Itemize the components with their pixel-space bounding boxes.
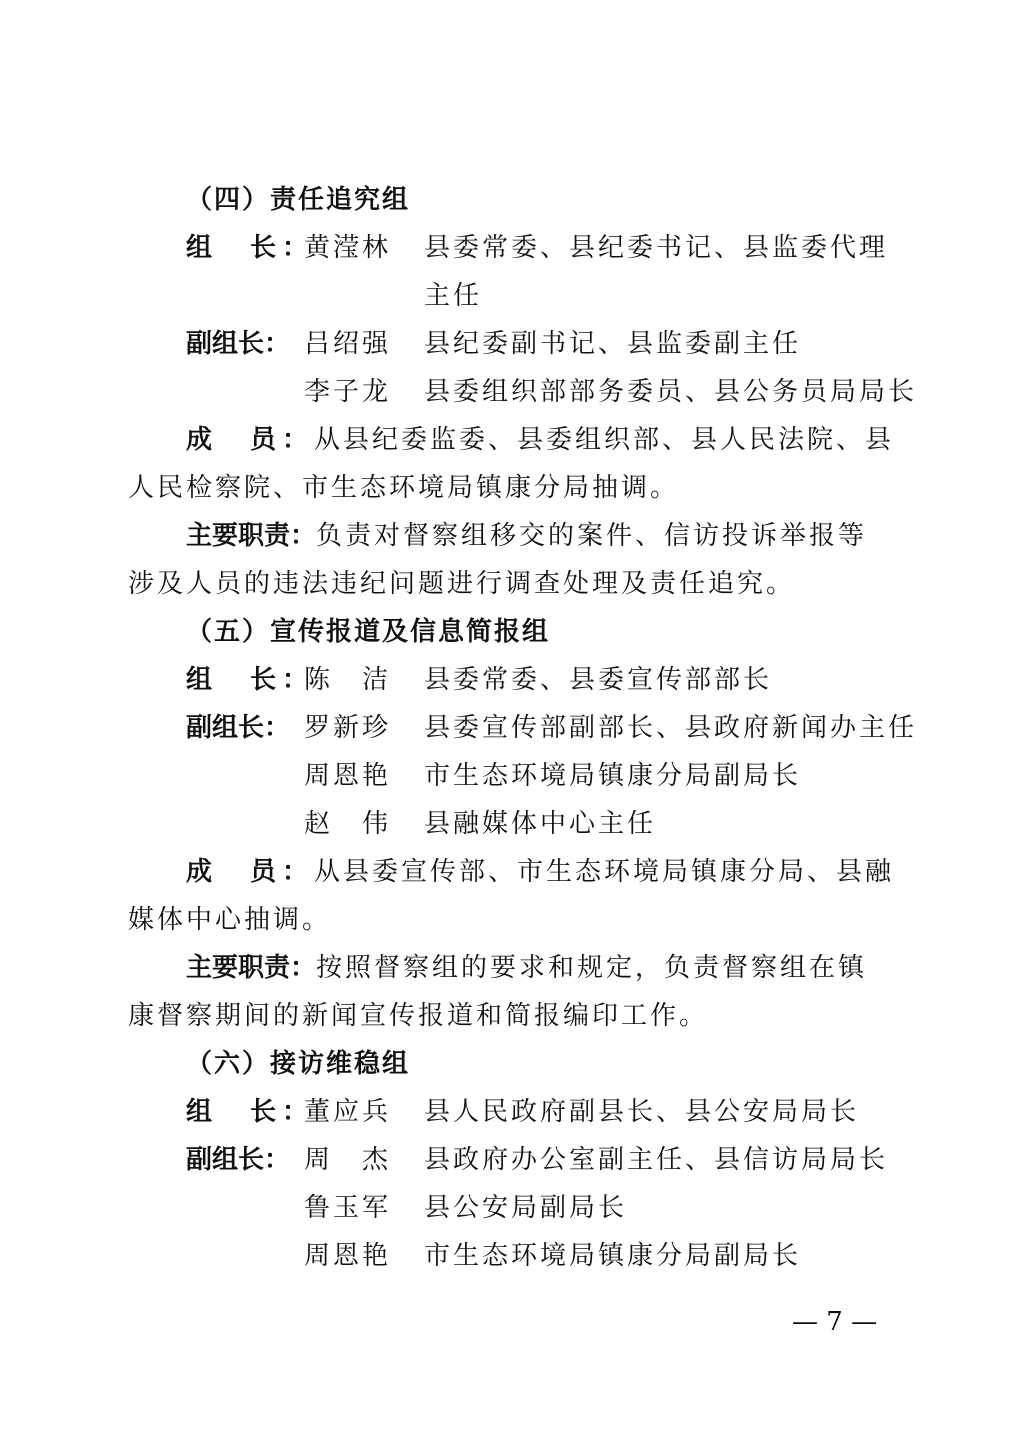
duty-text: 负责对督察组移交的案件、信访投诉举报等 — [316, 521, 868, 551]
leader-name: 陈 洁 — [304, 665, 392, 695]
members-label: 成 员： — [186, 425, 315, 455]
deputy-name: 周 杰 — [304, 1145, 392, 1175]
leader-name: 黄滢林 — [304, 233, 392, 263]
deputy-label: 副组长： — [186, 329, 291, 359]
duty-label: 主要职责： — [186, 953, 317, 983]
members-text-continued: 人民检察院、市生态环境局镇康分局抽调。 — [128, 473, 680, 503]
deputy-name: 赵 伟 — [304, 809, 392, 839]
deputy-title: 县委宣传部副部长、县政府新闻办主任 — [424, 713, 918, 743]
members-label: 成 员： — [186, 857, 315, 887]
deputy-name: 李子龙 — [304, 377, 392, 407]
duty-paragraph — [186, 944, 867, 992]
deputy-title: 县委组织部部务委员、县公务员局局长 — [424, 377, 918, 407]
deputy-label: 副组长： — [186, 1145, 291, 1175]
deputy-name: 周恩艳 — [304, 761, 392, 791]
section-heading-4: （四）责任追究组 — [186, 185, 411, 215]
deputy-name: 鲁玉军 — [304, 1193, 392, 1223]
section-heading-6: （六）接访维稳组 — [186, 1049, 411, 1079]
deputy-title: 县政府办公室副主任、县信访局局长 — [424, 1145, 889, 1175]
leader-label: 组 长： — [186, 233, 315, 263]
deputy-label: 副组长： — [186, 713, 291, 743]
members-paragraph — [186, 416, 896, 464]
members-paragraph — [186, 848, 894, 896]
leader-label: 组 长： — [186, 1097, 315, 1127]
page-number: — 7 — — [792, 1307, 878, 1337]
section-heading-5: （五）宣传报道及信息简报组 — [186, 617, 551, 647]
deputy-name: 罗新珍 — [304, 713, 392, 743]
members-text: 从县委宣传部、市生态环境局镇康分局、县融 — [314, 857, 895, 887]
deputy-title: 市生态环境局镇康分局副局长 — [424, 1241, 802, 1271]
duty-text: 按照督察组的要求和规定，负责督察组在镇 — [316, 953, 868, 983]
leader-label: 组 长： — [186, 665, 315, 695]
duty-label: 主要职责： — [186, 521, 317, 551]
leader-title: 县委常委、县纪委书记、县监委代理 — [424, 233, 889, 263]
members-text: 从县纪委监委、县委组织部、县人民法院、县 — [314, 425, 895, 455]
members-text-continued: 媒体中心抽调。 — [128, 905, 332, 935]
deputy-name: 周恩艳 — [304, 1241, 392, 1271]
leader-title: 县人民政府副县长、县公安局局长 — [424, 1097, 860, 1127]
leader-title: 县委常委、县委宣传部部长 — [424, 665, 773, 695]
deputy-title: 市生态环境局镇康分局副局长 — [424, 761, 802, 791]
duty-text-continued: 康督察期间的新闻宣传报道和简报编印工作。 — [128, 1001, 709, 1031]
deputy-title: 县融媒体中心主任 — [424, 809, 657, 839]
leader-title-continued: 主任 — [424, 281, 483, 311]
deputy-title: 县纪委副书记、县监委副主任 — [424, 329, 802, 359]
duty-text-continued: 涉及人员的违法违纪问题进行调查处理及责任追究。 — [128, 569, 796, 599]
duty-paragraph — [186, 512, 867, 560]
leader-name: 董应兵 — [304, 1097, 392, 1127]
deputy-title: 县公安局副局长 — [424, 1193, 628, 1223]
deputy-name: 吕绍强 — [304, 329, 392, 359]
